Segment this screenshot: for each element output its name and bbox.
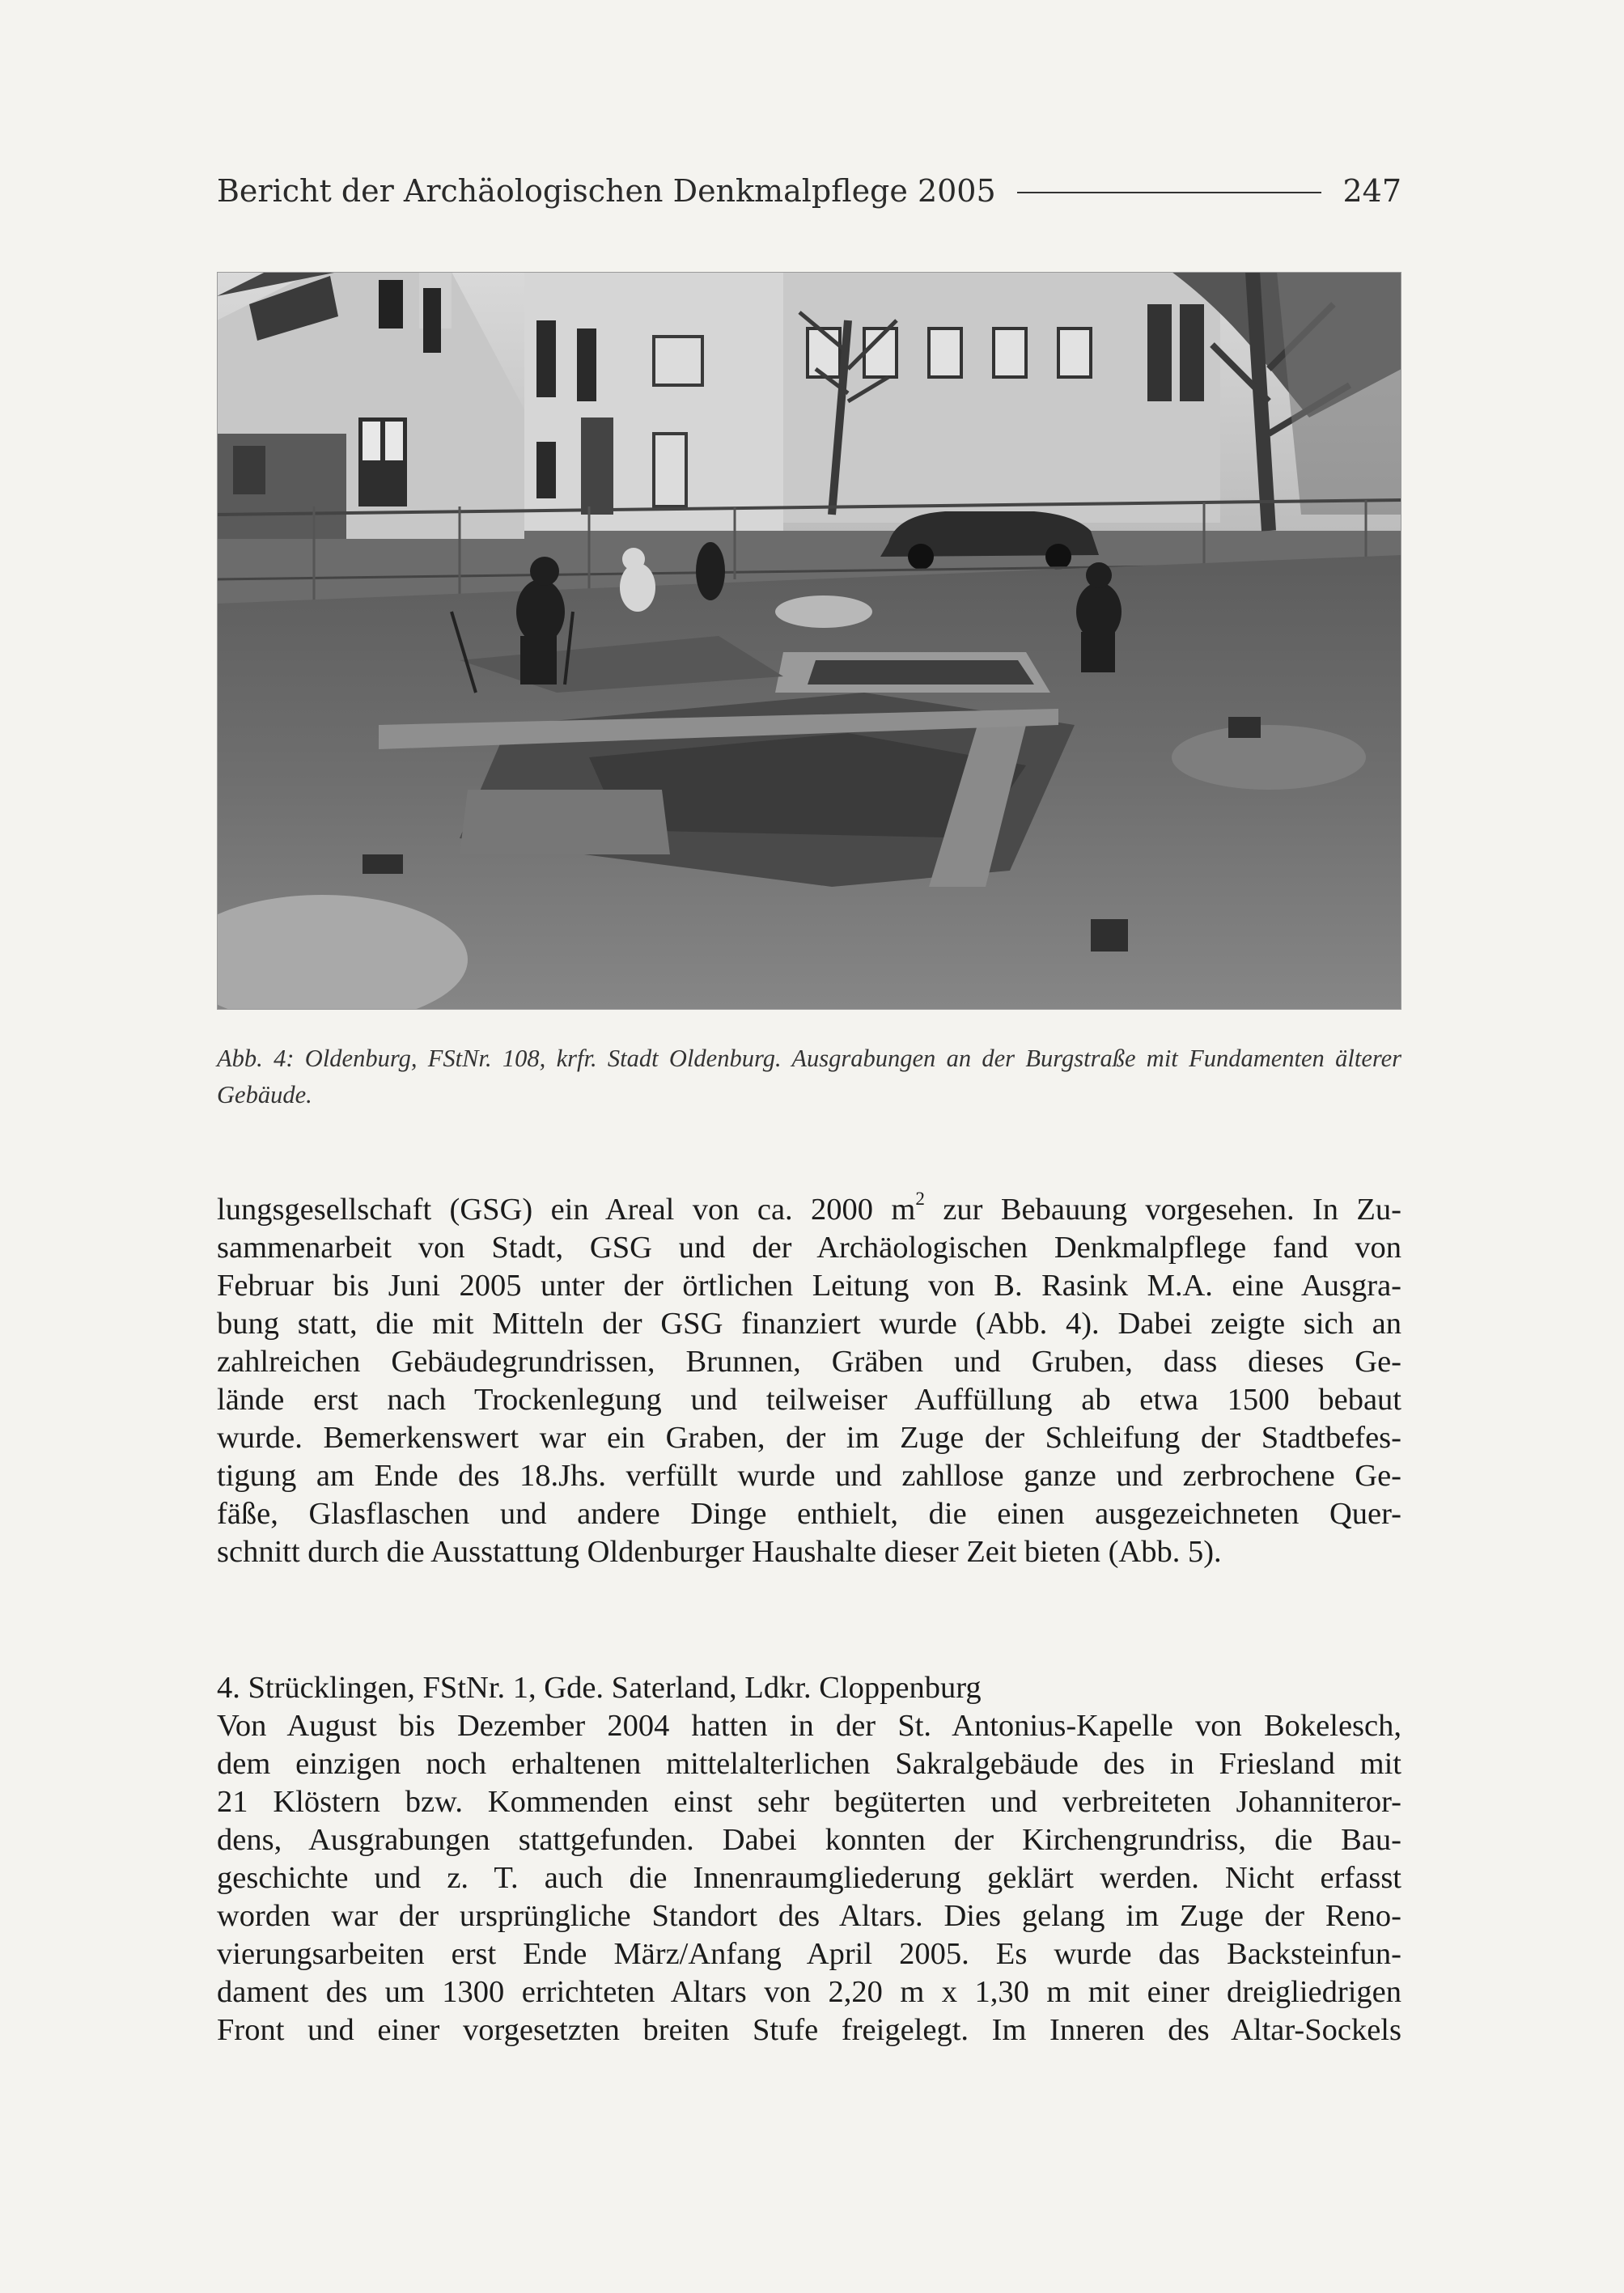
excavation-photo — [217, 272, 1401, 1010]
running-title: Bericht der Archäologischen Denkmalpflege 2005 — [217, 173, 996, 209]
figure-caption: Abb. 4: Oldenburg, FStNr. 108, krfr. Stadt Oldenburg. Ausgrabungen an der Burgstraße mit Fundamenten älterer Gebäude. — [217, 1045, 1401, 1108]
paragraph-line: lungsgesellschaft (GSG) ein Areal von ca. 2000 $m^2$ zur Bebauung vorgesehen. In Zu- — [217, 1191, 1401, 1227]
paragraph-line: zahlreichen Gebäudegrundrissen, Brunnen, Gräben und Gruben, dass dieses Ge- — [217, 1345, 1401, 1379]
paragraph-line: wurde. Bemerkenswert war ein Graben, der im Zuge der Schleifung der Stadtbefes- — [217, 1421, 1401, 1455]
paragraph-line: vierungsarbeiten erst Ende März/Anfang April 2005. Es wurde das Backsteinfun- — [217, 1937, 1401, 1971]
paragraph-line: fäße, Glasflaschen und andere Dinge enthielt, die einen ausgezeichneten Quer- — [217, 1497, 1401, 1531]
paragraph-line: schnitt durch die Ausstattung Oldenburger Haushalte dieser Zeit bieten (Abb. 5). — [217, 1535, 1222, 1569]
paragraph-line: Februar bis Juni 2005 unter der örtlichen Leitung von B. Rasink M.A. eine Ausgra- — [217, 1269, 1401, 1303]
paragraph-line: Front und einer vorgesetzten breiten Stufe freigelegt. Im Inneren des Altar-Sockels — [217, 2013, 1401, 2047]
paragraph-1 — [217, 1191, 1401, 1571]
paragraph-line: tigung am Ende des 18.Jhs. verfüllt wurde und zahllose ganze und zerbrochene Ge- — [217, 1459, 1401, 1493]
paragraph-line: lände erst nach Trockenlegung und teilweiser Auffüllung ab etwa 1500 bebaut — [217, 1383, 1401, 1417]
section-heading: 4. Strücklingen, FStNr. 1, Gde. Saterland, Ldkr. Cloppenburg — [217, 1671, 982, 1705]
page-header — [217, 168, 1401, 214]
paragraph-line: bung statt, die mit Mitteln der GSG finanziert wurde (Abb. 4). Dabei zeigte sich an — [217, 1307, 1401, 1341]
paragraph-line: dens, Ausgrabungen stattgefunden. Dabei konnten der Kirchengrundriss, die Bau- — [217, 1823, 1401, 1857]
paragraph-line: worden war der ursprüngliche Standort des Altars. Dies gelang im Zuge der Reno- — [217, 1899, 1401, 1933]
page-number: 247 — [1342, 173, 1401, 209]
paragraph-2 — [217, 1707, 1401, 2049]
paragraph-line: dament des um 1300 errichteten Altars von 2,20 m x 1,30 m mit einer dreigliedrigen — [217, 1975, 1401, 2009]
paragraph-line: sammenarbeit von Stadt, GSG und der Archäologischen Denkmalpflege fand von — [217, 1231, 1401, 1265]
paragraph-line: dem einzigen noch erhaltenen mittelalterlichen Sakralgebäude des in Friesland mit — [217, 1747, 1401, 1781]
paragraph-line: geschichte und z. T. auch die Innenraumgliederung geklärt werden. Nicht erfasst — [217, 1861, 1401, 1895]
paragraph-line: Von August bis Dezember 2004 hatten in der St. Antonius-Kapelle von Bokelesch, — [217, 1709, 1401, 1743]
header-rule — [1017, 192, 1322, 193]
paragraph-line: 21 Klöstern bzw. Kommenden einst sehr begüterten und verbreiteten Johanniteror- — [217, 1785, 1401, 1819]
